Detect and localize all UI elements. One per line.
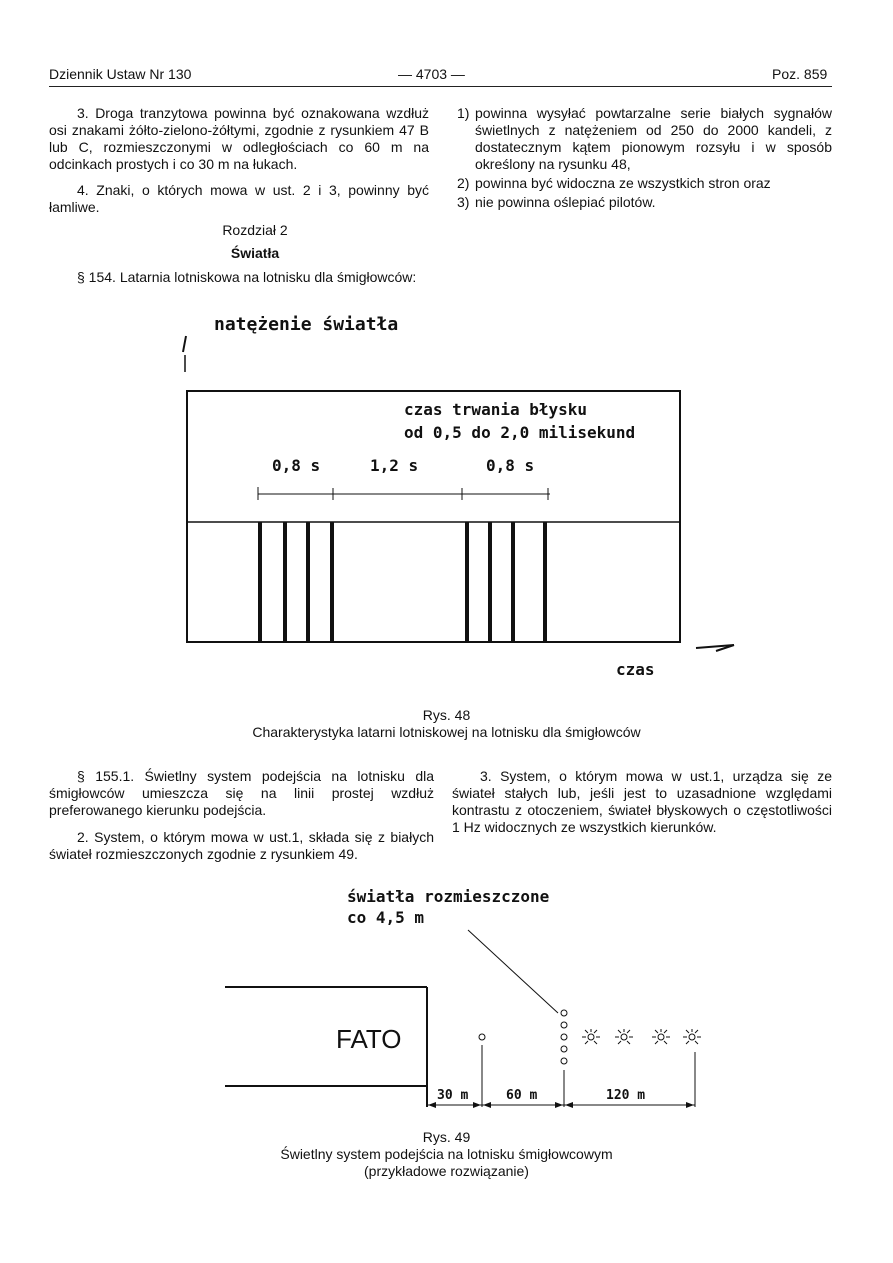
- arrowhead: [555, 1102, 563, 1108]
- light-marker: [561, 1058, 567, 1064]
- distance-label-60m: 60 m: [506, 1088, 538, 1103]
- leader-line: [468, 930, 558, 1013]
- light-marker: [561, 1046, 567, 1052]
- list-item: [457, 175, 832, 192]
- arrowhead: [686, 1102, 694, 1108]
- light-marker: [561, 1010, 567, 1016]
- chapter-title: Światła: [230, 245, 280, 261]
- flash-light-icon: [683, 1029, 701, 1044]
- figure-49-drawing: [225, 930, 695, 1107]
- fato-label: FATO: [336, 1024, 402, 1054]
- figure-49-caption-line1: Świetlny system podejścia na lotnisku śmigłowcowym: [280, 1146, 613, 1162]
- flash-duration-line1: czas trwania błysku: [404, 400, 588, 419]
- figure-49-caption-line2: (przykładowe rozwiązanie): [364, 1163, 529, 1179]
- arrowhead: [473, 1102, 481, 1108]
- header-rule: [49, 86, 832, 87]
- list-item-number: 1): [457, 105, 470, 121]
- page-number: — 4703 —: [398, 66, 465, 82]
- paragraph-3: 3. Droga tranzytowa powinna być oznakowana wzdłuż osi znakami żółto-zielono-żółtymi, zgodnie z rysunkiem 47 B lub C, rozmieszczonymi w odległościach co 60 m na odcinkach prostych i co 30 m na łukach.: [49, 105, 429, 172]
- time-axis-arrow-head: [716, 645, 734, 651]
- figure-48-drawing: [183, 336, 734, 651]
- figure-49-number: Rys. 49: [422, 1129, 471, 1145]
- list-item-number: 2): [457, 175, 470, 191]
- position-number: Poz. 859: [772, 66, 828, 82]
- figure-48-number: Rys. 48: [422, 707, 471, 723]
- time-axis-arrow: [696, 645, 734, 648]
- lights-spacing-label-line2: co 4,5 m: [347, 908, 425, 927]
- section-154: § 154. Latarnia lotniskowa na lotnisku dla śmigłowców:: [77, 269, 417, 285]
- list-item-number: 3): [457, 194, 470, 210]
- chapter-number: Rozdział 2: [222, 222, 288, 238]
- arrowhead: [483, 1102, 491, 1108]
- y-axis-label: natężenie światła: [214, 314, 399, 335]
- list-item-text: powinna wysyłać powtarzalne serie białych sygnałów świetlnych z natężeniem od 250 do 2000 kandeli, z dostatecznym kątem pionowym rozsyłu i w sposób określony na rysunku 48,: [475, 105, 832, 172]
- distance-label-120m: 120 m: [606, 1088, 646, 1103]
- section-155-2: 2. System, o którym mowa w ust.1, składa się z białych świateł rozmieszczonych zgodnie z rysunkiem 49.: [49, 829, 434, 862]
- interval-label-2: 1,2 s: [370, 456, 419, 475]
- light-marker: [479, 1034, 485, 1040]
- list-item-text: nie powinna oślepiać pilotów.: [475, 194, 656, 210]
- list-item: [457, 105, 832, 173]
- light-marker: [561, 1034, 567, 1040]
- flash-duration-line2: od 0,5 do 2,0 milisekund: [404, 423, 636, 442]
- interval-label-3: 0,8 s: [486, 456, 535, 475]
- figure-48-caption: Charakterystyka latarni lotniskowej na lotnisku dla śmigłowców: [252, 724, 641, 740]
- flash-light-icon: [615, 1029, 633, 1044]
- interval-label-1: 0,8 s: [272, 456, 321, 475]
- list-item-text: powinna być widoczna ze wszystkich stron oraz: [475, 175, 771, 191]
- paragraph-4: 4. Znaki, o których mowa w ust. 2 i 3, powinny być łamliwe.: [49, 182, 429, 215]
- distance-label-30m: 30 m: [437, 1088, 469, 1103]
- y-axis-tick: [183, 336, 186, 352]
- section-155-3: 3. System, o którym mowa w ust.1, urządza się ze świateł stałych lub, jeśli jest to uzasadnione względami kontrastu z otoczeniem, świateł błyskowych o częstotliwości 1 Hz widocznych ze wszystkich kierunków.: [452, 768, 832, 835]
- light-marker: [561, 1022, 567, 1028]
- journal-title: Dziennik Ustaw Nr 130: [49, 66, 192, 82]
- arrowhead: [565, 1102, 573, 1108]
- flash-light-icon: [582, 1029, 600, 1044]
- flash-lights: [582, 1029, 701, 1044]
- list-item: [457, 194, 832, 211]
- beacon-requirements-list: [457, 105, 832, 213]
- section-155-1: § 155.1. Świetlny system podejścia na lotnisku dla śmigłowców umieszcza się na linii prostej wzdłuż preferowanego kierunku podejścia.: [49, 768, 434, 818]
- lights-spacing-label-line1: światła rozmieszczone: [347, 887, 550, 906]
- arrowhead: [428, 1102, 436, 1108]
- flash-light-icon: [652, 1029, 670, 1044]
- x-axis-label: czas: [616, 660, 655, 679]
